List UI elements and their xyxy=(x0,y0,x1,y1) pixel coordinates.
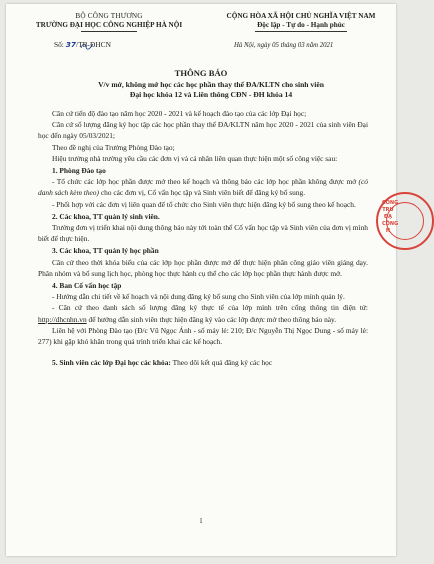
issue-date: Hà Nội, ngày 05 tháng 03 năm 2021 xyxy=(234,42,334,49)
nation-motto: Độc lập - Tự do - Hạnh phúc xyxy=(257,21,345,29)
section-4-item-b xyxy=(38,302,368,324)
paragraph-basis-1: Căn cứ tiến độ đào tạo năm học 2020 - 2021 và kế hoạch đào tạo của các lớp Đại học; xyxy=(52,109,307,118)
subject-line-1: V/v mở, không mở học các học phần thay thế ĐA/KLTN cho sinh viên xyxy=(98,80,324,89)
portal-link[interactable]: http://dhcnhn.vn xyxy=(38,314,87,324)
header-underline xyxy=(81,31,137,32)
document-subject xyxy=(46,80,376,99)
motto-underline xyxy=(255,31,347,32)
subject-line-2: Đại học khóa 12 và Liên thông CĐN - ĐH khóa 14 xyxy=(129,89,293,99)
text-run: để hướng dẫn sinh viên thực hiện đăng ký vào các lớp được mở theo thông báo này. xyxy=(88,314,337,324)
section-heading-2: 2. Các khoa, TT quản lý sinh viên. xyxy=(52,211,160,221)
section-1-item-b: - Phối hợp với các đơn vị liên quan để tổ chức cho Sinh viên thực hiện đăng ký bổ sung theo kế hoạch. xyxy=(52,199,356,209)
handwritten-initials-icon xyxy=(80,42,94,50)
nation-header xyxy=(211,12,391,32)
text-run: cho các đơn vị, Cố vấn học tập và Sinh viên biết để đăng ký bổ sung. xyxy=(100,188,306,198)
document-title: THÔNG BÁO xyxy=(174,68,228,78)
section-3-text: Căn cứ theo thời khóa biểu của các lớp học phần được mở để thực hiện phân công giáo viên giảng dạy. Phân nhóm và bổ sung lịch học, phòng học thực hành cụ thể cho các lớp học phần thực hành được mở. xyxy=(38,257,368,278)
nation-name: CỘNG HÒA XÃ HỘI CHỦ NGHĨA VIỆT NAM xyxy=(226,12,376,20)
section-4-item-a: - Hướng dẫn chi tiết về kế hoạch và nội dung đăng ký bổ sung cho Sinh viên của lớp mình quản lý. xyxy=(52,292,345,302)
section-heading-5: 5. Sinh viên các lớp Đại học các khóa: xyxy=(52,358,171,368)
section-heading-4: 4. Ban Cố vấn học tập xyxy=(52,281,122,291)
italic-note: (có danh sách kèm theo) xyxy=(38,177,368,198)
page-number: 1 xyxy=(199,518,203,525)
document-page xyxy=(6,4,399,556)
section-heading-3: 3. Các khoa, TT quản lý học phần xyxy=(52,246,159,256)
doc-number-prefix: Số: xyxy=(54,40,64,49)
issuer-header xyxy=(34,12,184,32)
section-1-item-a xyxy=(38,176,368,198)
text-run: Theo dõi kết quả đăng ký các học xyxy=(172,358,273,368)
paragraph-basis-3: Theo đề nghị của Trưởng Phòng Đào tạo; xyxy=(52,142,175,152)
doc-number-value: 37 xyxy=(65,40,77,49)
doc-number-suffix: /TB-ĐHCN xyxy=(76,40,111,49)
text-run: - Tổ chức các lớp học phần được mở theo kế hoạch và thông báo các lớp học phần không được mở xyxy=(52,177,357,187)
ministry-name: BỘ CÔNG THƯƠNG xyxy=(75,12,143,20)
university-name: TRƯỜNG ĐẠI HỌC CÔNG NGHIỆP HÀ NỘI xyxy=(35,21,183,29)
section-5-text xyxy=(38,357,368,368)
text-run: - Căn cứ theo danh sách số lượng đăng ký thực tế của lớp mình trên cổng thông tin điện tử: xyxy=(52,303,368,313)
paragraph-directive: Hiệu trưởng nhà trường yêu cầu các đơn vị và cá nhân liên quan thực hiện một số công việc sau: xyxy=(52,153,338,163)
paragraph-basis-2: Căn cứ số lượng đăng ký học tập các học phần thay thế ĐA/KLTN năm học 2020 - 2021 của sinh viên Đại học đến ngày 05/03/2021; xyxy=(38,120,368,141)
section-2-text: Trưởng đơn vị triển khai nội dung thông báo này tới toàn thể Cố vấn học tập và Sinh viên của đơn vị mình biết để thực hiện. xyxy=(38,223,368,244)
document-body xyxy=(38,108,368,368)
section-4-item-c: Liên hệ với Phòng Đào tạo (Đ/c Vũ Ngọc Ánh - số máy lẻ: 210; Đ/c Nguyễn Thị Ngọc Dung - số máy lẻ: 277) khi gặp khó khăn trong quá trình triển khai các kế hoạch. xyxy=(38,325,368,347)
section-heading-1: 1. Phòng Đào tạo xyxy=(52,166,106,176)
seal-lettering: CÔNG TRƯ ĐẠ CÔNG H xyxy=(382,200,399,234)
